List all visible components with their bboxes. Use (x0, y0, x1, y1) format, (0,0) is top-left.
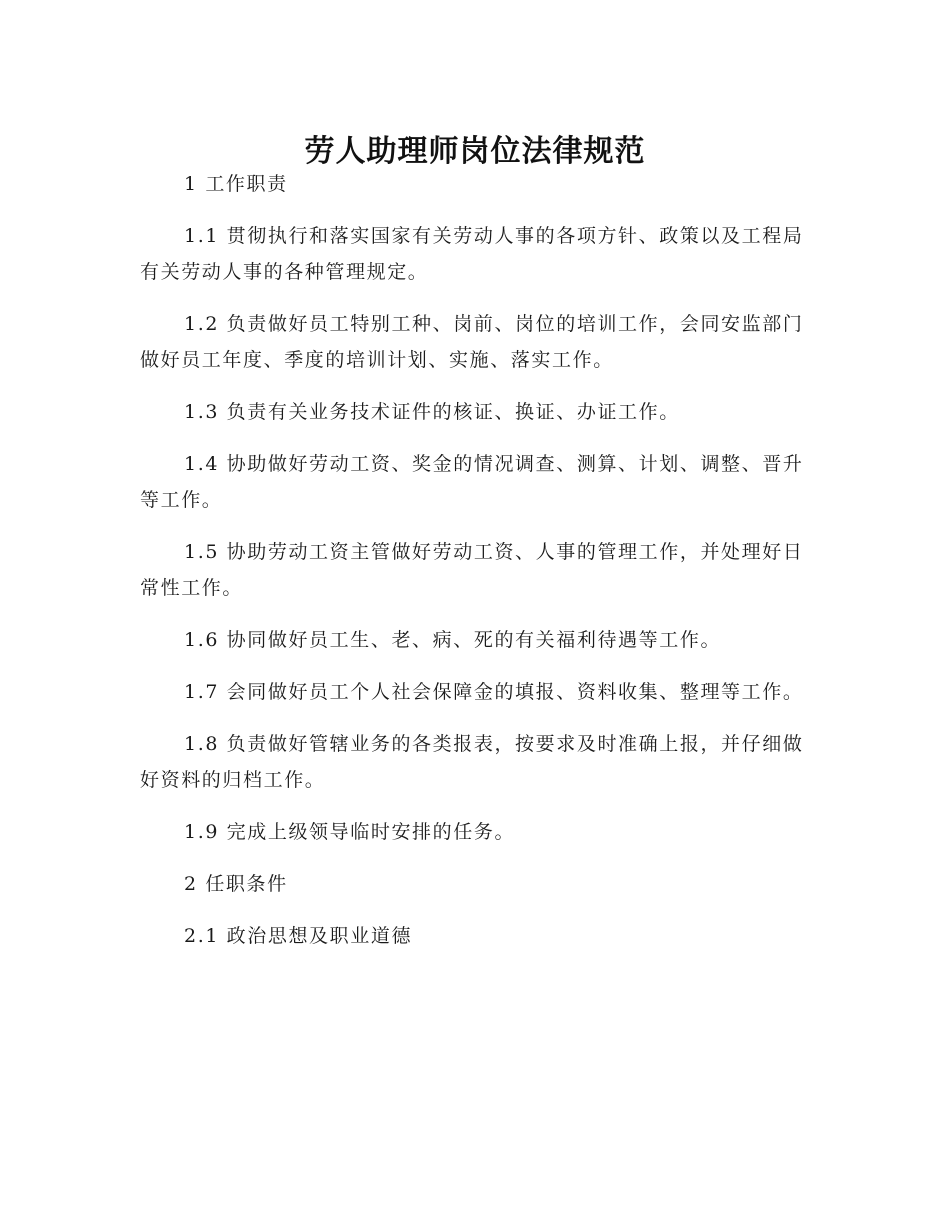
paragraph: 1.1 贯彻执行和落实国家有关劳动人事的各项方针、政策以及工程局有关劳动人事的各种管理规定。 (140, 225, 804, 283)
paragraph: 2.1 政治思想及职业道德 (184, 925, 413, 947)
paragraph: 1.8 负责做好管辖业务的各类报表，按要求及时准确上报，并仔细做好资料的归档工作。 (140, 733, 804, 791)
paragraph: 1.2 负责做好员工特别工种、岗前、岗位的培训工作，会同安监部门做好员工年度、季度的培训计划、实施、落实工作。 (140, 313, 804, 371)
paragraph: 1.4 协助做好劳动工资、奖金的情况调查、测算、计划、调整、晋升等工作。 (140, 453, 804, 511)
section-heading: 2 任职条件 (184, 873, 288, 895)
paragraph: 1.5 协助劳动工资主管做好劳动工资、人事的管理工作，并处理好日常性工作。 (140, 541, 804, 599)
document-title: 劳人助理师岗位法律规范 (304, 134, 646, 170)
document-body (140, 166, 810, 970)
paragraph: 1.9 完成上级领导临时安排的任务。 (184, 821, 516, 843)
paragraph: 1.7 会同做好员工个人社会保障金的填报、资料收集、整理等工作。 (184, 681, 804, 703)
paragraph: 1.6 协同做好员工生、老、病、死的有关福利待遇等工作。 (184, 629, 722, 651)
paragraph: 1.3 负责有关业务技术证件的核证、换证、办证工作。 (184, 401, 680, 423)
section-heading: 1 工作职责 (184, 173, 288, 195)
